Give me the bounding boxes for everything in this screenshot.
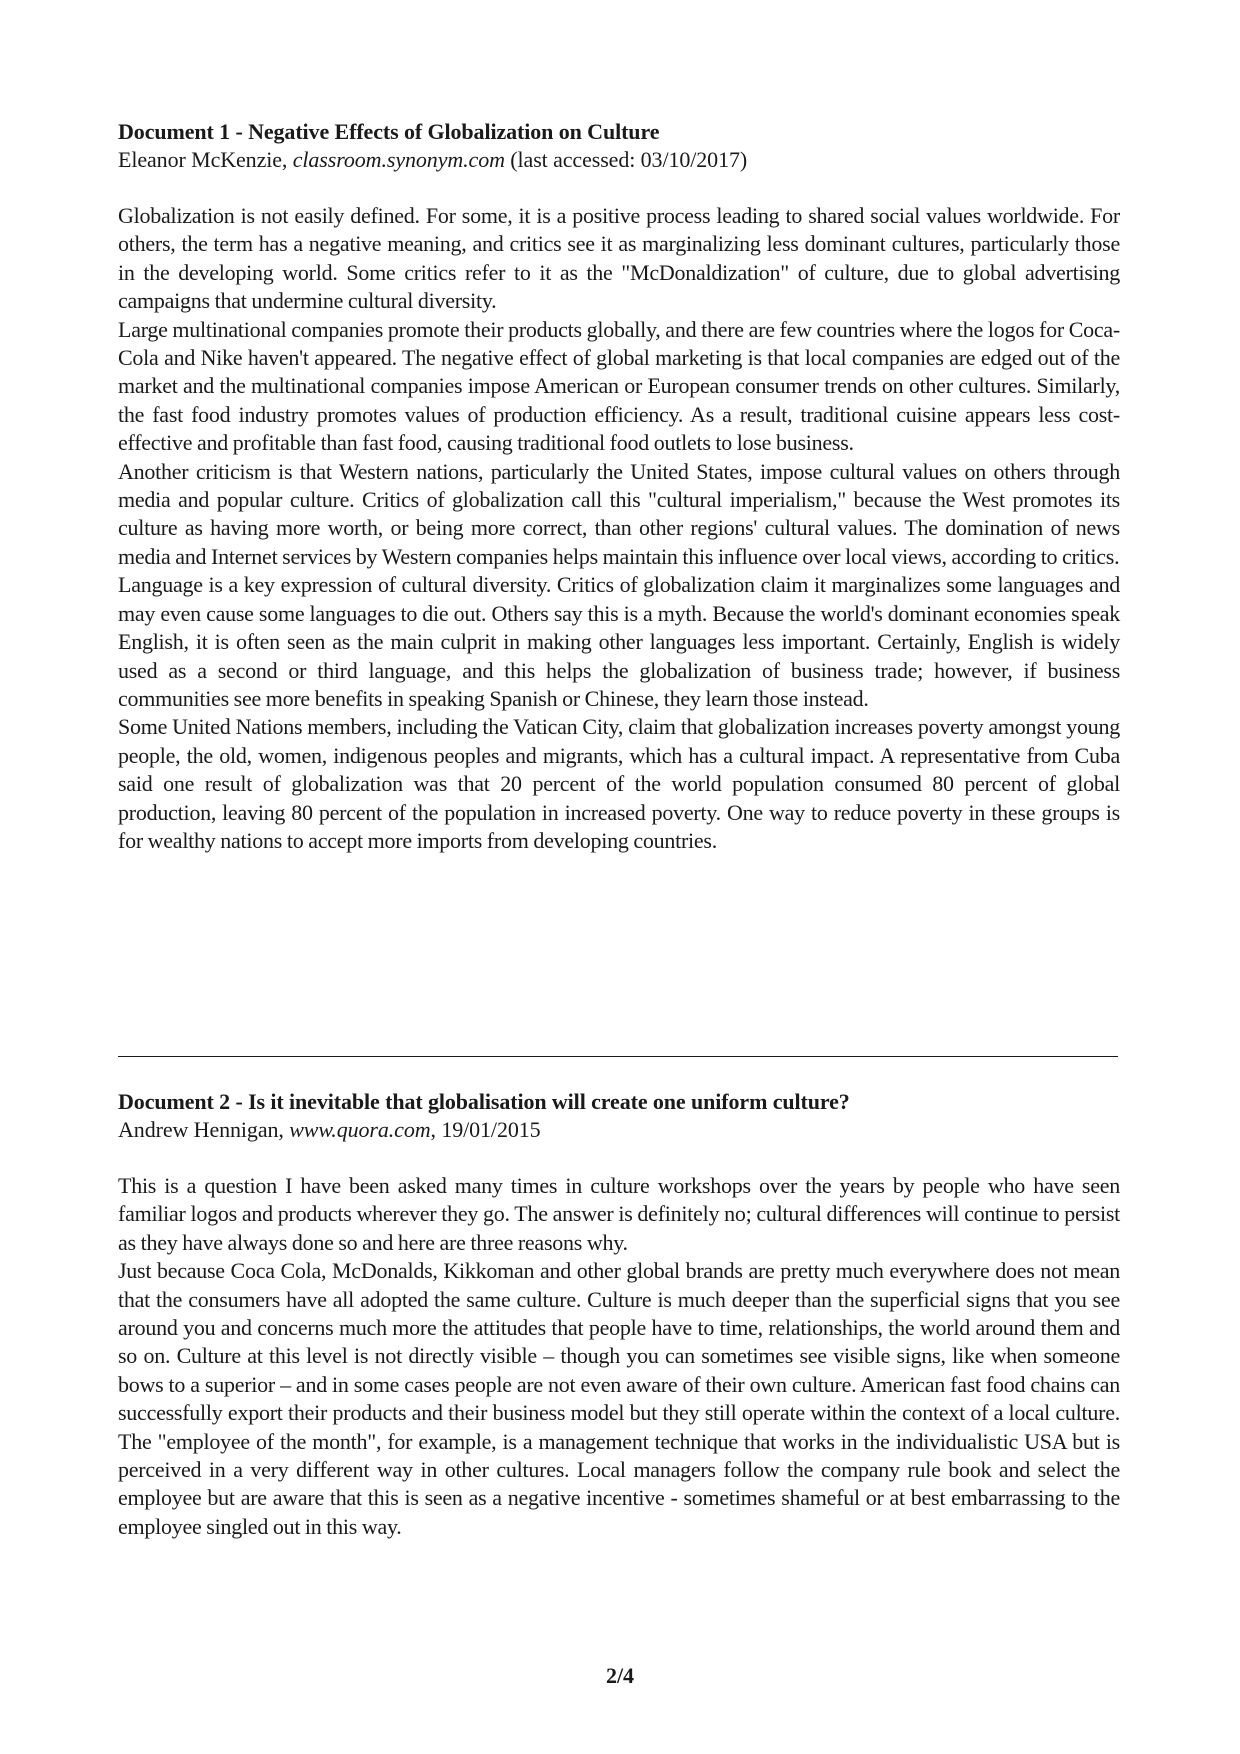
document-1-source: classroom.synonym.com [292, 147, 505, 172]
document-2-title: Document 2 - Is it inevitable that globalisation will create one uniform culture? [118, 1089, 850, 1114]
paragraph: Just because Coca Cola, McDonalds, Kikkoman and other global brands are pretty much everywhere does not mean that the consumers have all adopted the same culture. Culture is much deeper than the superficial signs that you see around you and concerns much more the attitudes that people have to time, relationships, the world around them and so on. Culture at this level is not directly visible – though you can sometimes see visible signs, like when someone bows to a superior – and in some cases people are not even aware of their own culture. American fast food chains can successfully export their products and their business model but they still operate within the context of a local culture. The "employee of the month", for example, is a management technique that works in the individualistic USA but is perceived in a very different way in other cultures. Local managers follow the company rule book and select the employee but are aware that this is seen as a negative incentive - sometimes shameful or at best embarrassing to the employee singled out in this way. [118, 1258, 1120, 1539]
document-1-title: Document 1 - Negative Effects of Globalization on Culture [118, 119, 660, 144]
document-1-body [118, 202, 1120, 855]
paragraph: Globalization is not easily defined. For some, it is a positive process leading to shared social values worldwide. For others, the term has a negative meaning, and critics see it as marginalizing less dominant cultures, particularly those in the developing world. Some critics refer to it as the "McDonaldization" of culture, due to global advertising campaigns that undermine cultural diversity. [118, 203, 1120, 314]
document-2-date: , 19/01/2015 [430, 1117, 541, 1142]
paragraph: Some United Nations members, including the Vatican City, claim that globalization increases poverty amongst young people, the old, women, indigenous peoples and migrants, which has a cultural impact. A representative from Cuba said one result of globalization was that 20 percent of the world population consumed 80 percent of global production, leaving 80 percent of the population in increased poverty. One way to reduce poverty in these groups is for wealthy nations to accept more imports from developing countries. [118, 714, 1120, 853]
document-2-body [118, 1172, 1120, 1541]
page-number: 2/4 [605, 1663, 635, 1688]
paragraph: This is a question I have been asked many times in culture workshops over the years by people who have seen familiar logos and products wherever they go. The answer is definitely no; cultural differences will continue to persist as they have always done so and here are three reasons why. [118, 1173, 1120, 1255]
paragraph: Language is a key expression of cultural diversity. Critics of globalization claim it marginalizes some languages and may even cause some languages to die out. Others say this is a myth. Because the world's dominant economies speak English, it is often seen as the main culprit in making other languages less important. Certainly, English is widely used as a second or third language, and this helps the globalization of business trade; however, if business communities see more benefits in speaking Spanish or Chinese, they learn those instead. [118, 572, 1120, 711]
document-2 [118, 1088, 1120, 1541]
paragraph: Large multinational companies promote their products globally, and there are few countries where the logos for Coca-Cola and Nike haven't appeared. The negative effect of global marketing is that local companies are edged out of the market and the multinational companies impose American or European consumer trends on other cultures. Similarly, the fast food industry promotes values of production efficiency. As a result, traditional cuisine appears less cost-effective and profitable than fast food, causing traditional food outlets to lose business. [118, 316, 1120, 456]
document-2-citation [118, 1116, 1120, 1144]
document-1 [118, 118, 1120, 855]
document-1-citation [118, 146, 1120, 174]
paragraph: Another criticism is that Western nations, particularly the United States, impose cultural values on others through media and popular culture. Critics of globalization call this "cultural imperialism," because the West promotes its culture as having more worth, or being more correct, than other regions' cultural values. The domination of news media and Internet services by Western companies helps maintain this influence over local views, according to critics. [118, 458, 1120, 569]
document-1-accessed: (last accessed: 03/10/2017) [504, 147, 748, 172]
document-1-author: Eleanor McKenzie, [118, 147, 293, 172]
document-2-author: Andrew Hennigan, [118, 1117, 290, 1142]
section-divider [118, 1056, 1118, 1057]
document-2-source: www.quora.com [289, 1117, 431, 1142]
